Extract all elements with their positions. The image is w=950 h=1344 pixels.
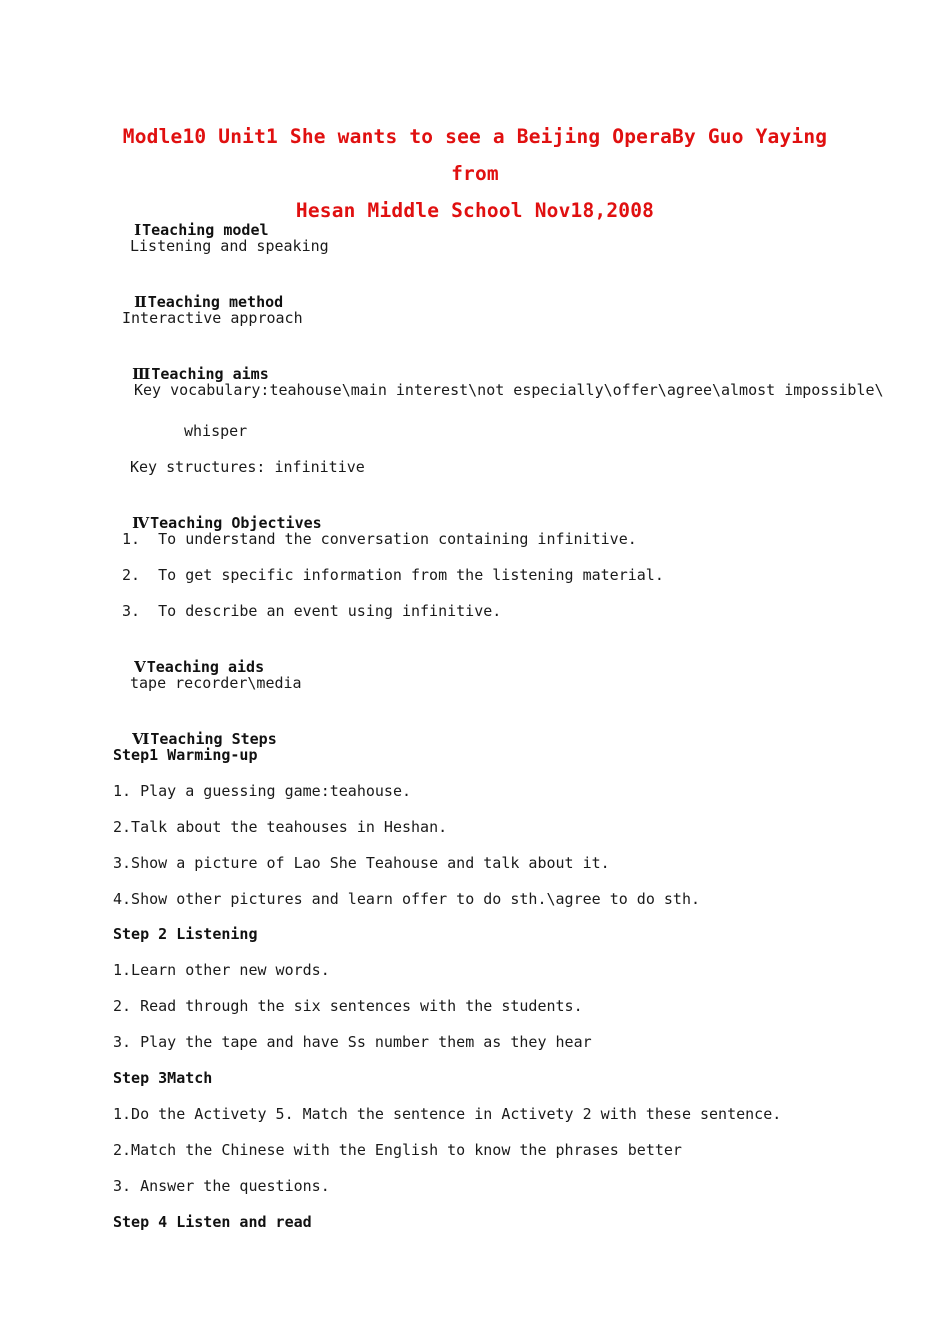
step-item: 3. Answer the questions. [113, 1177, 330, 1195]
section-heading-text: Teaching aids [146, 658, 265, 676]
section-heading-text: Teaching Objectives [150, 514, 322, 532]
section-heading-teaching-model [116, 200, 269, 240]
section-heading-teaching-steps [114, 709, 277, 749]
step-heading-listen-and-read: Step 4 Listen and read [113, 1213, 312, 1231]
teaching-aids-text: tape recorder\media [130, 674, 302, 692]
step-item: 2. Read through the six sentences with the students. [113, 997, 583, 1015]
step-heading-match: Step 3Match [113, 1069, 213, 1087]
step-item: 3. Play the tape and have Ss number them as they hear [113, 1033, 592, 1051]
key-structures: Key structures: infinitive [130, 458, 365, 476]
key-vocabulary-line-2: whisper [184, 422, 248, 440]
section-heading-text: Teaching model [142, 221, 269, 239]
step-item: 1.Do the Activety 5. Match the sentence in Activety 2 with these sentence. [113, 1105, 782, 1123]
roman-numeral: Ⅴ [134, 658, 146, 676]
section-heading-text: Teaching method [147, 293, 284, 311]
teaching-model-text: Listening and speaking [130, 237, 329, 255]
step-item: 4.Show other pictures and learn offer to do sth.\agree to do sth. [113, 890, 700, 908]
objective-item: 2. To get specific information from the listening material. [122, 566, 664, 584]
step-item: 2.Talk about the teahouses in Heshan. [113, 818, 448, 836]
roman-numeral: Ⅰ [134, 221, 142, 239]
objective-item: 1. To understand the conversation containing infinitive. [122, 530, 637, 548]
section-heading-text: Teaching Steps [150, 730, 277, 748]
section-heading-teaching-aids [116, 637, 264, 677]
section-heading-text: Teaching aims [151, 365, 269, 383]
teaching-method-text: Interactive approach [122, 309, 303, 327]
page-title-line-1: Modle10 Unit1 She wants to see a Beijing OperaBy Guo Yaying from [122, 125, 828, 185]
roman-numeral: Ⅳ [132, 514, 150, 532]
section-heading-teaching-objectives [114, 493, 322, 533]
section-heading-teaching-aims [114, 344, 269, 384]
section-heading-teaching-method [116, 272, 283, 312]
roman-numeral: Ⅵ [132, 730, 150, 748]
page-title-line-2: Hesan Middle School Nov18,2008 [295, 199, 655, 222]
step-heading-listening: Step 2 Listening [113, 925, 258, 943]
roman-numeral: Ⅲ [132, 365, 151, 383]
step-item: 3.Show a picture of Lao She Teahouse and talk about it. [113, 854, 610, 872]
objective-item: 3. To describe an event using infinitive. [122, 602, 502, 620]
roman-numeral: Ⅱ [134, 293, 147, 311]
step-heading-warming-up: Step1 Warming-up [113, 746, 258, 764]
step-item: 2.Match the Chinese with the English to know the phrases better [113, 1141, 682, 1159]
key-vocabulary-line-1: Key vocabulary:teahouse\main interest\not especially\offer\agree\almost impossible\ [134, 381, 884, 399]
step-item: 1.Learn other new words. [113, 961, 330, 979]
step-item: 1. Play a guessing game:teahouse. [113, 782, 412, 800]
